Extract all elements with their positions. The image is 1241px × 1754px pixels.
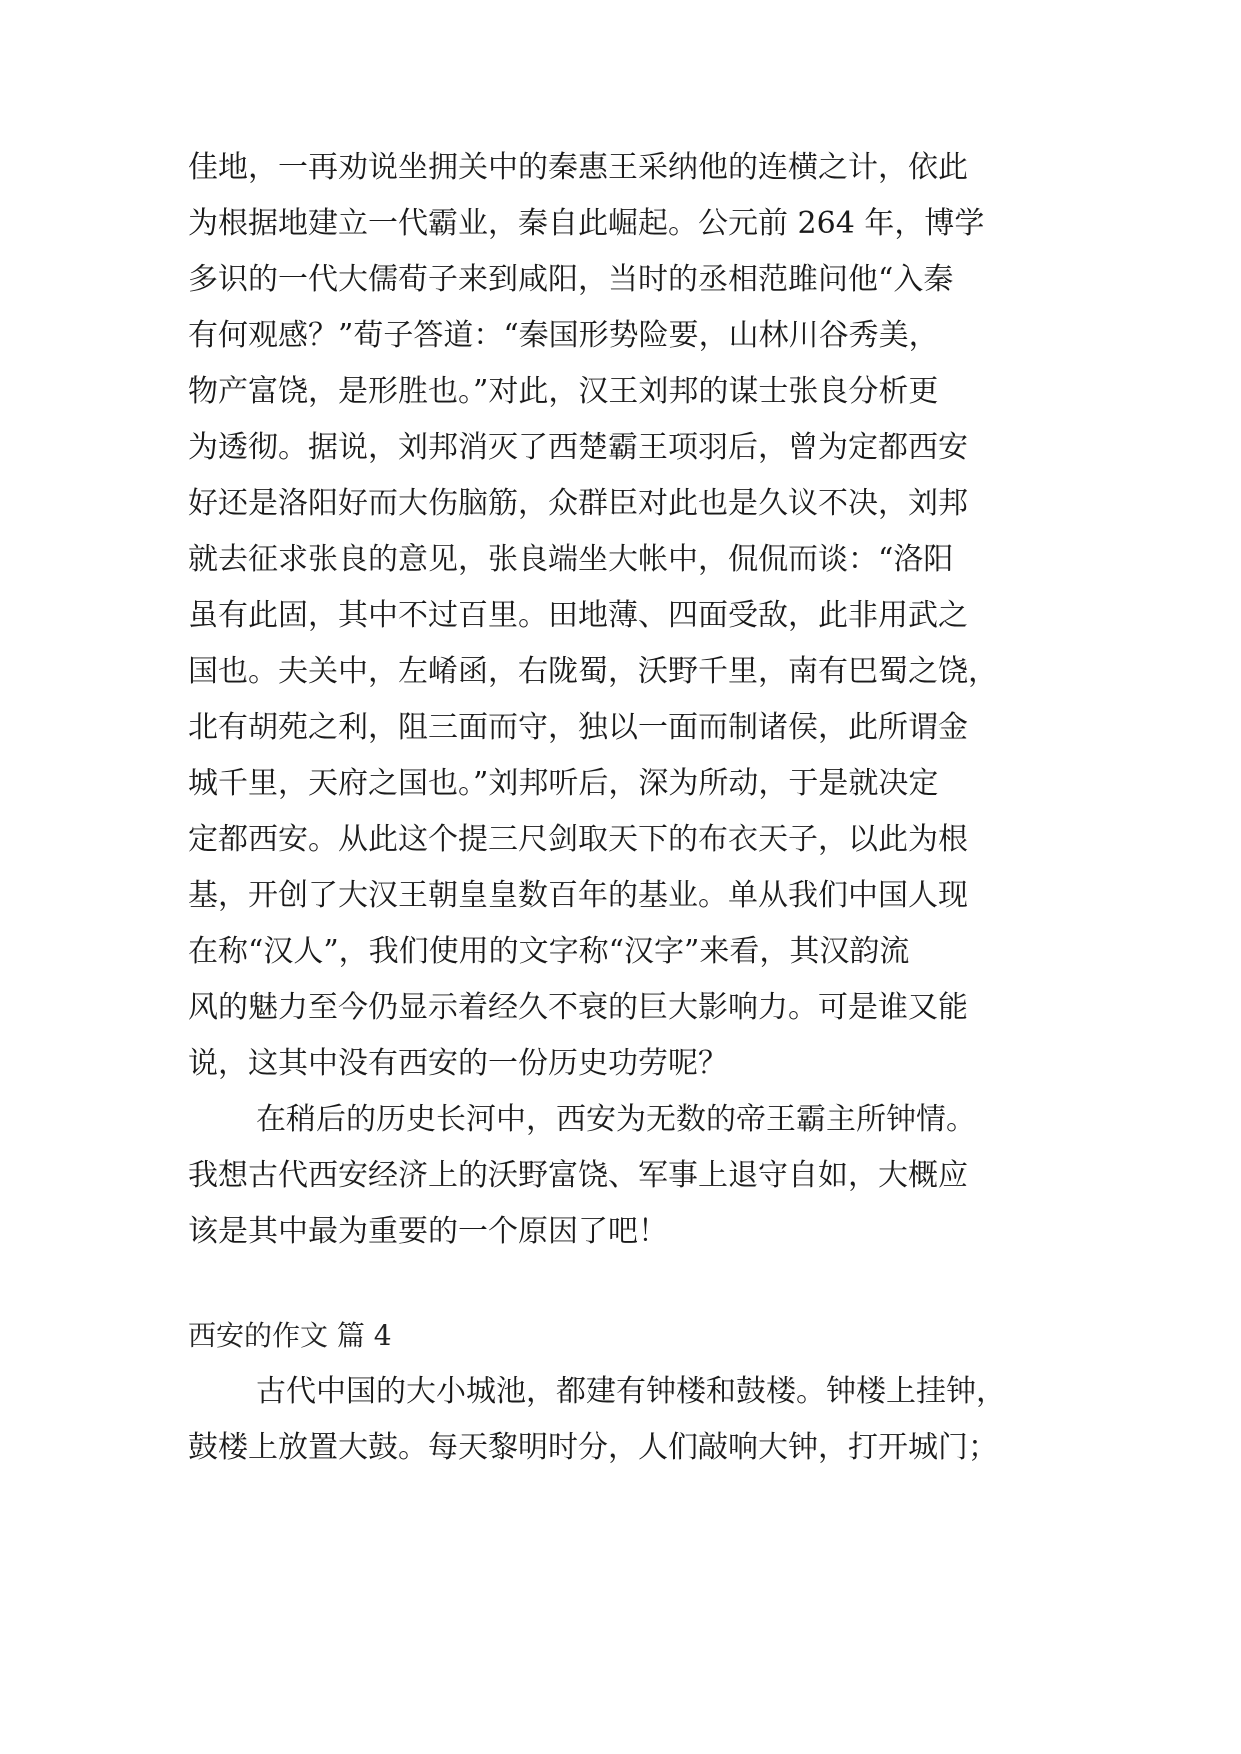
paragraph-line: 我想古代西安经济上的沃野富饶、军事上退守自如，大概应 xyxy=(188,1158,968,1193)
paragraph-line: 城千里，天府之国也。”刘邦听后，深为所动，于是就决定 xyxy=(188,766,939,801)
paragraph-line: 虽有此固，其中不过百里。田地薄、四面受敌，此非用武之 xyxy=(188,598,968,633)
paragraph-line: 多识的一代大儒荀子来到咸阳，当时的丞相范雎问他“入秦 xyxy=(188,262,954,297)
paragraph-line: 风的魅力至今仍显示着经久不衰的巨大影响力。可是谁又能 xyxy=(188,990,968,1025)
paragraph-line: 为根据地建立一代霸业，秦自此崛起。公元前 264 年，博学 xyxy=(188,206,985,241)
paragraph-line: 北有胡苑之利，阻三面而守，独以一面而制诸侯，此所谓金 xyxy=(188,710,968,745)
paragraph-line: 基，开创了大汉王朝皇皇数百年的基业。单从我们中国人现 xyxy=(188,878,968,913)
paragraph-line: 古代中国的大小城池，都建有钟楼和鼓楼。钟楼上挂钟， xyxy=(256,1374,1006,1409)
paragraph-line: 为透彻。据说，刘邦消灭了西楚霸王项羽后，曾为定都西安 xyxy=(188,430,968,465)
paragraph-line: 定都西安。从此这个提三尺剑取天下的布衣天子，以此为根 xyxy=(188,822,968,857)
paragraph-line: 有何观感？”荀子答道：“秦国形势险要，山林川谷秀美， xyxy=(188,318,939,353)
paragraph-line: 该是其中最为重要的一个原因了吧！ xyxy=(188,1214,668,1249)
paragraph-line: 物产富饶，是形胜也。”对此，汉王刘邦的谋士张良分析更 xyxy=(188,374,939,409)
paragraph-line: 说，这其中没有西安的一份历史功劳呢？ xyxy=(188,1046,728,1081)
paragraph-line: 好还是洛阳好而大伤脑筋，众群臣对此也是久议不决，刘邦 xyxy=(188,486,968,521)
paragraph-line: 在称“汉人”，我们使用的文字称“汉字”来看，其汉韵流 xyxy=(188,934,910,969)
paragraph-line: 佳地，一再劝说坐拥关中的秦惠王采纳他的连横之计，依此 xyxy=(188,150,968,185)
paragraph-line: 在稍后的历史长河中，西安为无数的帝王霸主所钟情。 xyxy=(256,1102,976,1137)
paragraph-line: 国也。夫关中，左崤函，右陇蜀，沃野千里，南有巴蜀之饶， xyxy=(188,654,998,689)
section-heading: 西安的作文 篇 4 xyxy=(188,1319,392,1352)
paragraph-line: 就去征求张良的意见，张良端坐大帐中，侃侃而谈：“洛阳 xyxy=(188,542,954,577)
paragraph-line: 鼓楼上放置大鼓。每天黎明时分，人们敲响大钟，打开城门； xyxy=(188,1430,998,1465)
